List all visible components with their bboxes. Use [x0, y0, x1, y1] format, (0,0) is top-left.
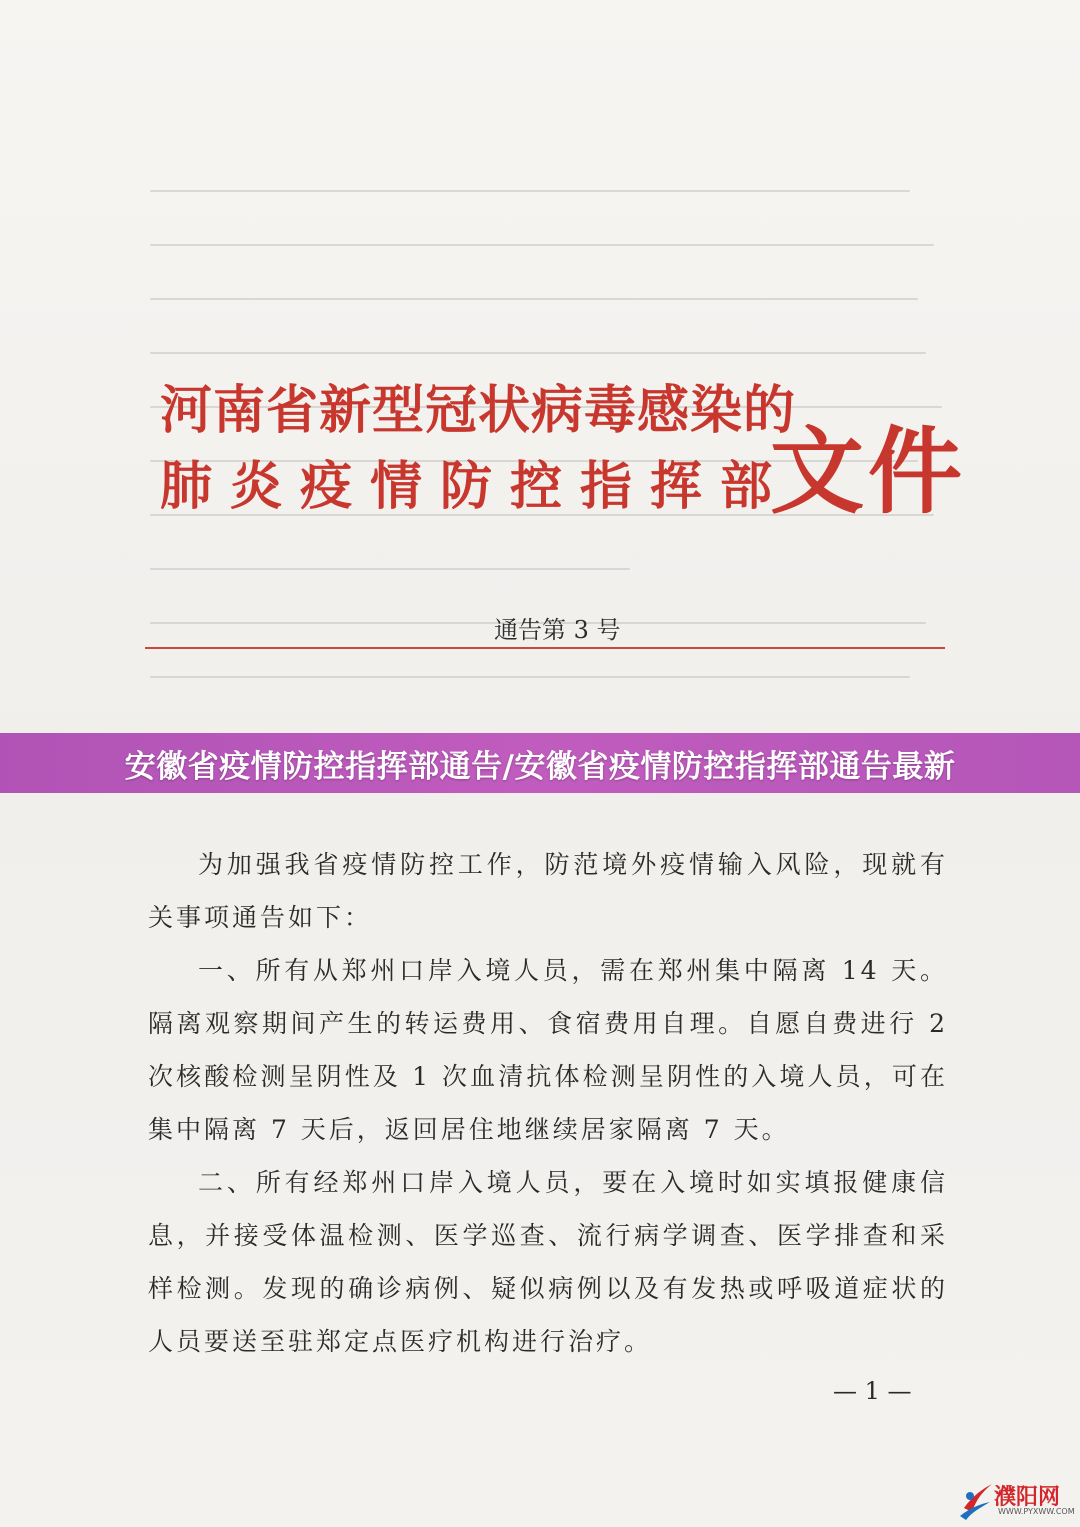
watermark-url: WWW.PYXWW.COM: [998, 1507, 1075, 1516]
body-paragraph-2: 二、所有经郑州口岸入境人员，要在入境时如实填报健康信息，并接受体温检测、医学巡查、流行病学调查、医学排查和采样检测。发现的确诊病例、疑似病例以及有发热或呼吸道症状的人员要送至驻郑定点医疗机构进行治疗。: [148, 1168, 948, 1356]
letterhead-line2: 肺炎疫情防控指挥部: [160, 456, 791, 517]
pyxww-logo-icon: [958, 1478, 994, 1522]
letterhead-suffix: 文件: [770, 417, 967, 527]
red-divider: [145, 647, 945, 649]
body-paragraph-1: 一、所有从郑州口岸入境人员，需在郑州集中隔离 14 天。隔离观察期间产生的转运费用、食宿费用自理。自愿自费进行 2 次核酸检测呈阴性及 1 次血清抗体检测呈阴性的入境人员，可在集中隔离 7 天后，返回居住地继续居家隔离 7 天。: [148, 956, 948, 1144]
title-banner: [0, 733, 1080, 793]
letterhead-line1: 河南省新型冠状病毒感染的: [160, 380, 797, 441]
body-paragraph-intro: 为加强我省疫情防控工作，防范境外疫情输入风险，现就有关事项通告如下：: [148, 850, 948, 932]
page-number: — 1 —: [833, 1377, 912, 1405]
watermark-name: 濮阳网: [994, 1485, 1061, 1510]
red-letterhead: [160, 368, 967, 527]
watermark-logo: [958, 1478, 1078, 1522]
notice-number: 通告第 3 号: [494, 616, 621, 644]
banner-title: 安徽省疫情防控指挥部通告/安徽省疫情防控指挥部通告最新: [124, 748, 956, 785]
document-body: [148, 838, 948, 1368]
